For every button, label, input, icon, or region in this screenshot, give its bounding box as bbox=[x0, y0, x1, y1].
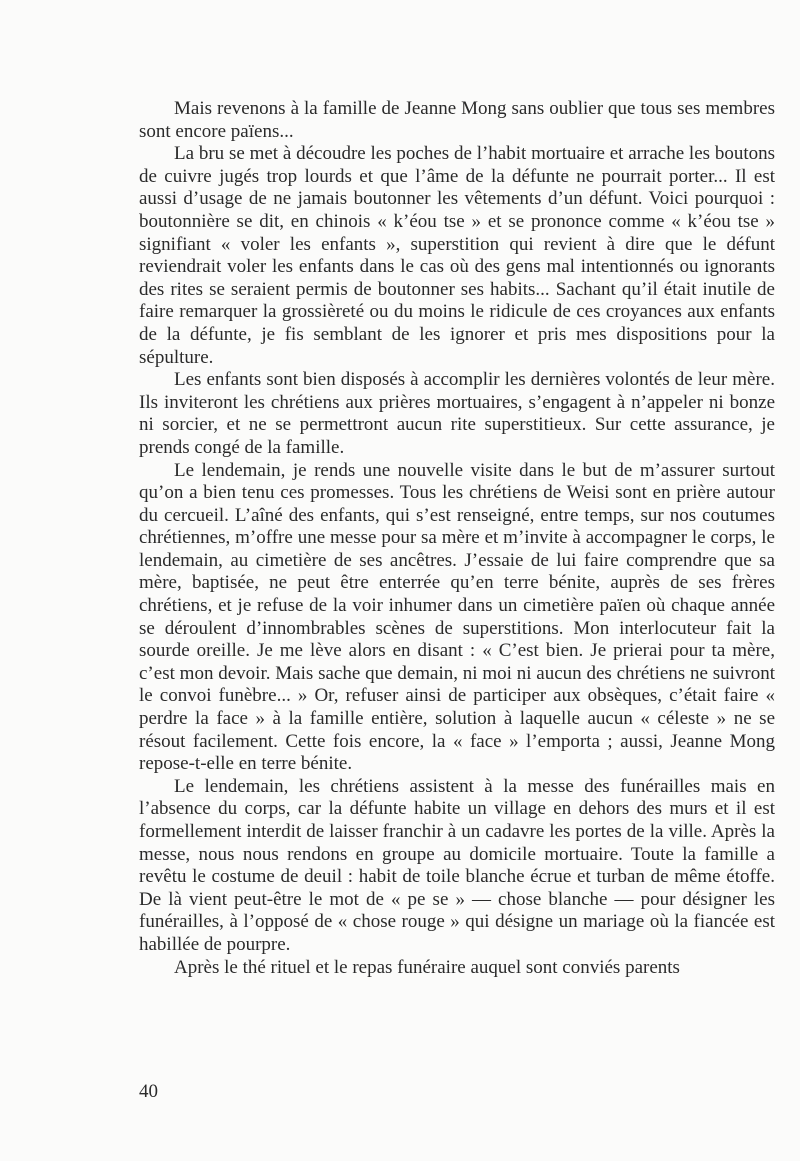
paragraph-1: Mais revenons à la famille de Jeanne Mong sans oublier que tous ses membres sont encore païens... bbox=[139, 98, 775, 142]
body-text bbox=[139, 98, 775, 979]
paragraph-2: La bru se met à découdre les poches de l’habit mortuaire et arrache les boutons de cuivre jugés trop lourds et que l’âme de la défunte ne pourrait porter... Il est aussi d’usage de ne jamais boutonner les vêtements d’un défunt. Voici pourquoi : boutonnière se dit, en chinois « k’éou tse » et se prononce comme « k’éou tse » signifiant « voler les enfants », superstition qui revient à dire que le défunt reviendrait voler les enfants dans le cas où des gens mal intentionnés ou ignorants des rites se seraient permis de boutonner ses habits... Sachant qu’il était inutile de faire remarquer la grossièreté ou du moins le ridicule de ces croyances aux enfants de la défunte, je fis semblant de les ignorer et pris mes dispositions pour la sépulture. bbox=[139, 143, 775, 368]
paragraph-3: Les enfants sont bien disposés à accomplir les dernières volontés de leur mère. Ils inviteront les chrétiens aux prières mortuaires, s’engagent à n’appeler ni bonze ni sorcier, et ne se permettront aucun rite superstitieux. Sur cette assurance, je prends congé de la famille. bbox=[139, 369, 775, 458]
paragraph-6: Après le thé rituel et le repas funéraire auquel sont conviés parents bbox=[174, 956, 680, 978]
page-number: 40 bbox=[139, 1081, 158, 1102]
paragraph-5: Le lendemain, les chrétiens assistent à la messe des funérailles mais en l’absence du corps, car la défunte habite un village en dehors des murs et il est formellement interdit de laisser franchir à un cadavre les portes de la ville. Après la messe, nous nous rendons en groupe au domicile mortuaire. Toute la famille a revêtu le costume de deuil : habit de toile blanche écrue et turban de même étoffe. De là vient peut-être le mot de « pe se » — chose blanche — pour désigner les funérailles, à l’opposé de « chose rouge » qui désigne un mariage où la fiancée est habillée de pourpre. bbox=[139, 775, 775, 955]
paragraph-4: Le lendemain, je rends une nouvelle visite dans le but de m’assurer surtout qu’on a bien tenu ces promesses. Tous les chrétiens de Weisi sont en prière autour du cercueil. L’aîné des enfants, qui s’est renseigné, entre temps, sur nos coutumes chrétiennes, m’offre une messe pour sa mère et m’invite à accompagner le corps, le lendemain, au cimetière de ses ancêtres. J’essaie de lui faire comprendre que sa mère, baptisée, ne peut être enterrée qu’en terre bénite, auprès de ses frères chrétiens, et je refuse de la voir inhumer dans un cimetière païen où chaque année se déroulent d’innombrables scènes de superstitions. Mon interlocuteur fait la sourde oreille. Je me lève alors en disant : « C’est bien. Je prierai pour ta mère, c’est mon devoir. Mais sache que demain, ni moi ni aucun des chrétiens ne suivront le convoi funèbre... » Or, refuser ainsi de participer aux obsèques, c’était faire « perdre la face » à la famille entière, solution à laquelle aucun « céleste » ne se résout facilement. Cette fois encore, la « face » l’emporta ; aussi, Jeanne Mong repose-t-elle en terre bénite. bbox=[139, 459, 775, 775]
